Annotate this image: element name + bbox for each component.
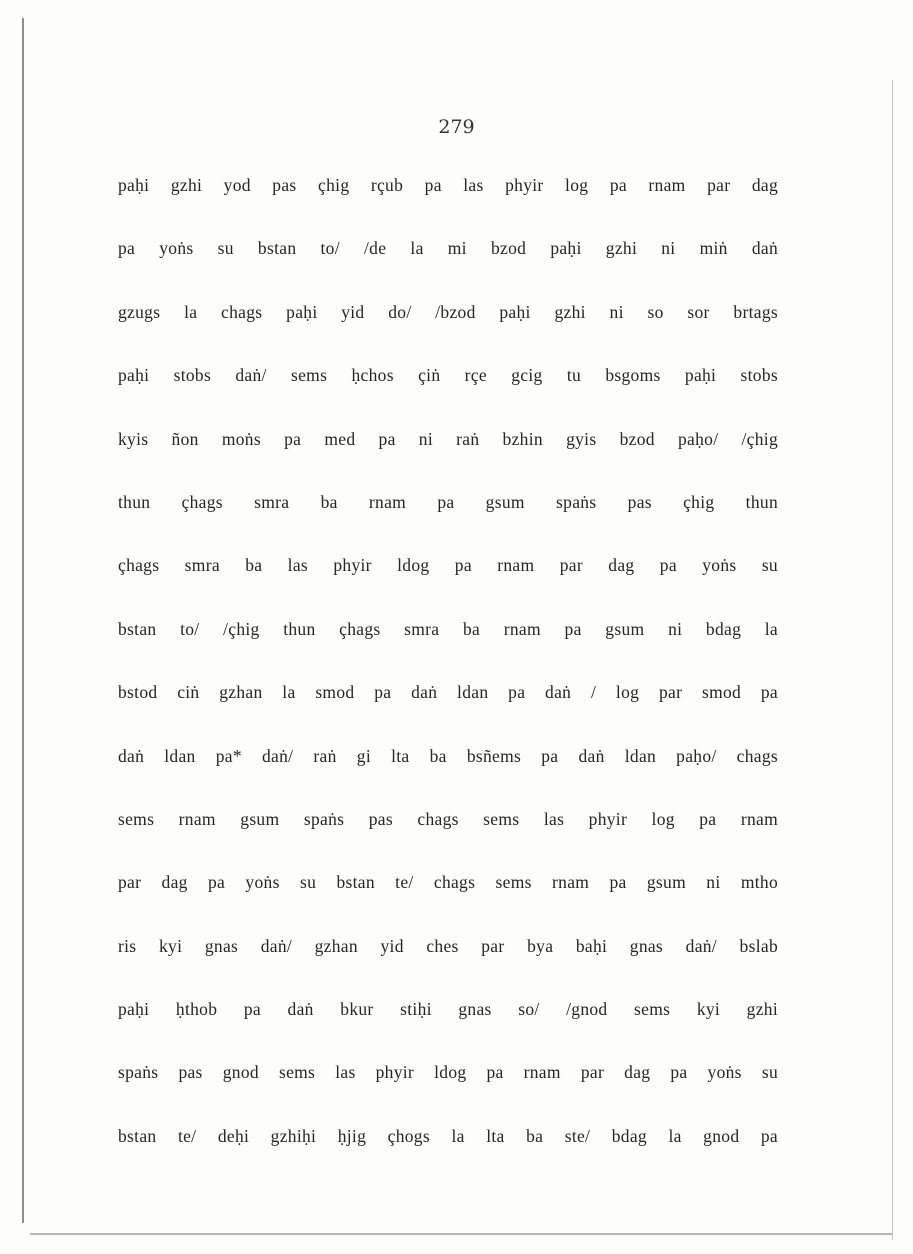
text-line: paḥi ḥthob pa daṅ bkur stiḥi gnas so/ /gnod sems kyi gzhi xyxy=(118,999,778,1020)
page-edge-right xyxy=(892,80,893,1240)
text-line: çhags smra ba las phyir ldog pa rnam par dag pa yoṅs su xyxy=(118,555,778,576)
text-line: kyis ñon moṅs pa med pa ni raṅ bzhin gyis bzod paḥo/ /çhig xyxy=(118,428,778,449)
text-line: ris kyi gnas daṅ/ gzhan yid ches par bya baḥi gnas daṅ/ bslab xyxy=(118,935,778,956)
text-line: par dag pa yoṅs su bstan te/ chags sems rnam pa gsum ni mtho xyxy=(118,872,778,893)
page-edge-left xyxy=(22,18,24,1223)
text-line: bstan te/ deḥi gzhiḥi ḥjig çhogs la lta ba ste/ bdag la gnod pa xyxy=(118,1125,778,1146)
text-line: pa yoṅs su bstan to/ /de la mi bzod paḥi gzhi ni miṅ daṅ xyxy=(118,238,778,259)
text-line: gzugs la chags paḥi yid do/ /bzod paḥi gzhi ni so sor brtags xyxy=(118,301,778,322)
text-line: paḥi stobs daṅ/ sems ḥchos çiṅ rçe gcig tu bsgoms paḥi stobs xyxy=(118,365,778,386)
text-line: thun çhags smra ba rnam pa gsum spaṅs pas çhig thun xyxy=(118,491,778,512)
text-line: spaṅs pas gnod sems las phyir ldog pa rnam par dag pa yoṅs su xyxy=(118,1062,778,1083)
text-line: paḥi gzhi yod pas çhig rçub pa las phyir log pa rnam par dag xyxy=(118,175,778,195)
page-number: 279 xyxy=(438,116,475,138)
page-edge-bottom xyxy=(30,1233,892,1235)
text-line: bstan to/ /çhig thun çhags smra ba rnam pa gsum ni bdag la xyxy=(118,618,778,639)
text-line: sems rnam gsum spaṅs pas chags sems las phyir log pa rnam xyxy=(118,808,778,829)
text-line: bstod ciṅ gzhan la smod pa daṅ ldan pa daṅ / log par smod pa xyxy=(118,682,778,703)
text-line: daṅ ldan pa* daṅ/ raṅ gi lta ba bsñems pa daṅ ldan paḥo/ chags xyxy=(118,745,778,766)
transliterated-text-block xyxy=(118,172,778,1186)
